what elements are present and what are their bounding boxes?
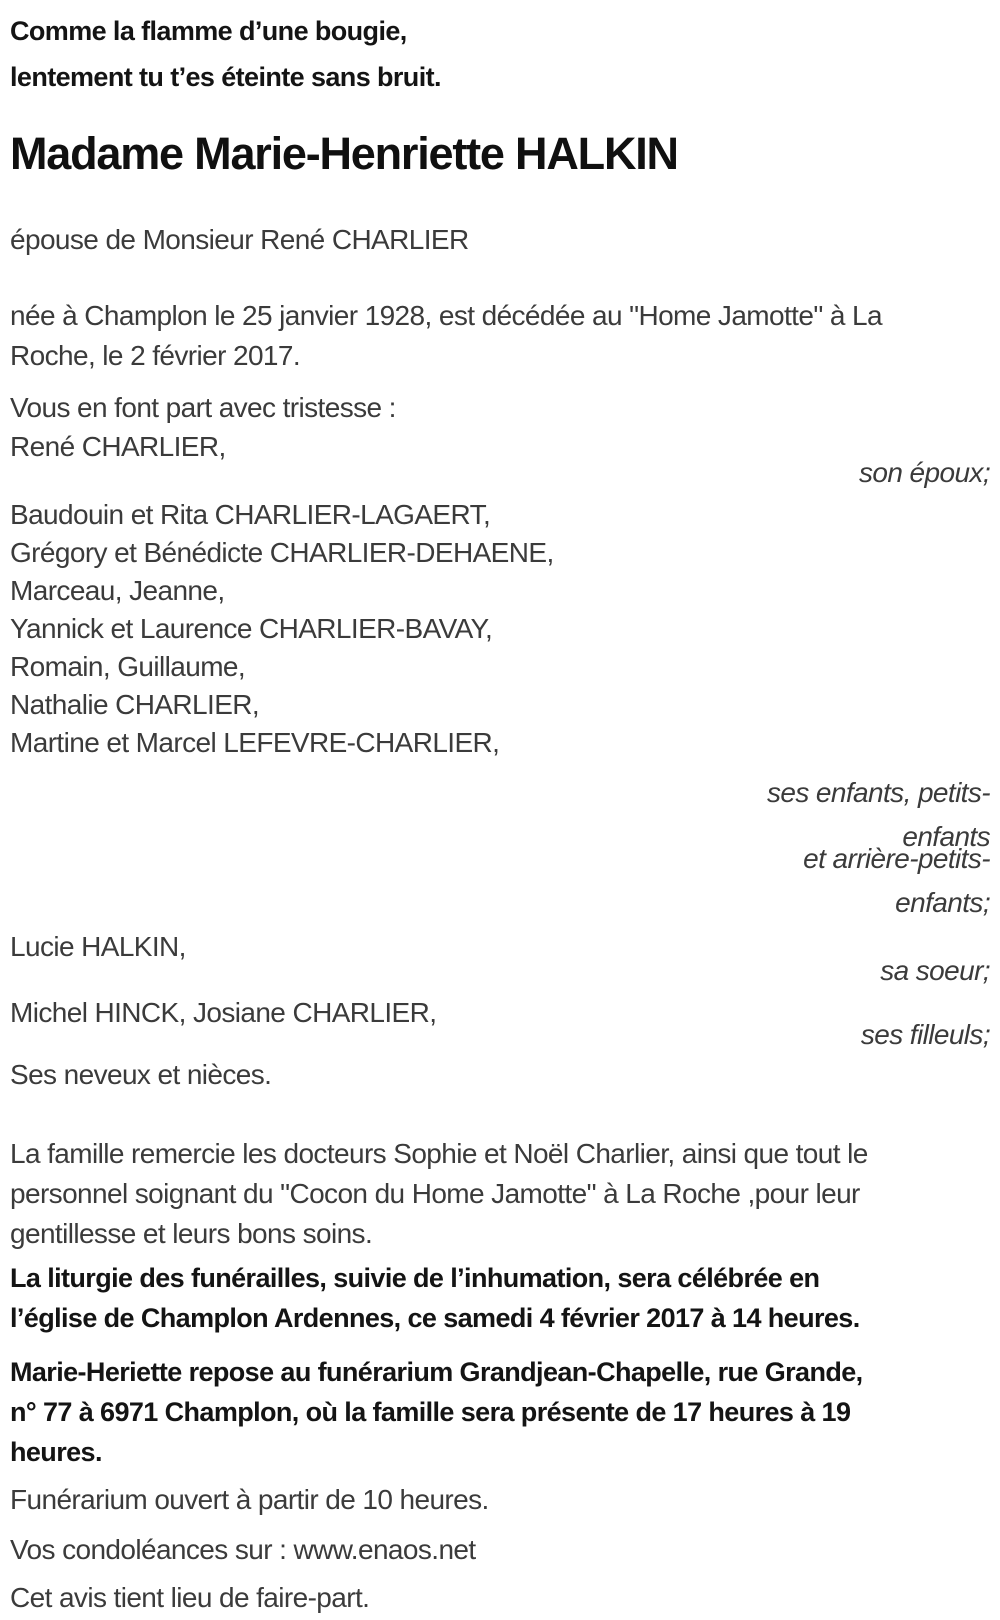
mourner-name-child-4: Yannick et Laurence CHARLIER-BAVAY,: [10, 613, 493, 644]
thanks-line-1: La famille remercie les docteurs Sophie et Noël Charlier, ainsi que tout le: [10, 1138, 868, 1169]
spouse-line: épouse de Monsieur René CHARLIER: [10, 224, 469, 255]
birth-death-line-1: née à Champlon le 25 janvier 1928, est décédée au "Home Jamotte" à La: [10, 300, 882, 331]
mourner-name-child-6: Nathalie CHARLIER,: [10, 689, 260, 720]
liturgy-line-1: La liturgie des funérailles, suivie de l’inhumation, sera célébrée en: [10, 1263, 820, 1293]
mourner-name-child-3: Marceau, Jeanne,: [10, 575, 225, 606]
mourner-name-child-7: Martine et Marcel LEFEVRE-CHARLIER,: [10, 727, 500, 758]
mourner-group-children: [10, 496, 990, 918]
liturgy-line-2: l’église de Champlon Ardennes, ce samedi 4 février 2017 à 14 heures.: [10, 1303, 860, 1333]
mourner-relation-children-line-1: ses enfants, petits-: [766, 777, 990, 808]
mourner-relation-children-line-3: et arrière-petits-: [803, 843, 990, 874]
announcement-intro: Vous en font part avec tristesse :: [10, 392, 396, 423]
mourner-group-sister: [10, 928, 990, 986]
repose-line-2: n° 77 à 6971 Champlon, où la famille sera présente de 17 heures à 19: [10, 1397, 851, 1427]
mourner-relation-sister: sa soeur;: [880, 955, 990, 986]
mourner-name-sister: Lucie HALKIN,: [10, 931, 186, 962]
mourner-group-others: [10, 1056, 990, 1094]
mourner-name-others: Ses neveux et nièces.: [10, 1059, 272, 1090]
mourner-relation-godchildren: ses filleuls;: [860, 1019, 990, 1050]
mourner-relation-children-line-2: enfants: [902, 821, 990, 852]
mourner-name-child-2: Grégory et Bénédicte CHARLIER-DEHAENE,: [10, 537, 554, 568]
repose-paragraph: [10, 1352, 990, 1472]
repose-line-1: Marie-Heriette repose au funérarium Grandjean-Chapelle, rue Grande,: [10, 1357, 863, 1387]
thanks-paragraph: [10, 1134, 990, 1254]
funerarium-hours: Funérarium ouvert à partir de 10 heures.: [10, 1484, 489, 1515]
liturgy-paragraph: [10, 1258, 990, 1338]
mourner-relation-husband: son époux;: [859, 457, 990, 488]
mourner-group-husband: [10, 428, 990, 488]
condolences-line: Vos condoléances sur : www.enaos.net: [10, 1534, 476, 1565]
mourner-relation-children-line-4: enfants;: [895, 887, 990, 918]
mourner-group-godchildren: [10, 994, 990, 1050]
deceased-name-title: Madame Marie-Henriette HALKIN: [10, 128, 678, 179]
thanks-line-3: gentillesse et leurs bons soins.: [10, 1218, 373, 1249]
birth-death-line-2: Roche, le 2 février 2017.: [10, 340, 301, 371]
mourner-name-child-1: Baudouin et Rita CHARLIER-LAGAERT,: [10, 499, 491, 530]
birth-death-paragraph: [10, 296, 990, 376]
mourner-name-child-5: Romain, Guillaume,: [10, 651, 246, 682]
epitaph-line-1: Comme la flamme d’une bougie,: [10, 16, 407, 46]
legal-notice: Cet avis tient lieu de faire-part.: [10, 1582, 370, 1613]
thanks-line-2: personnel soignant du "Cocon du Home Jamotte" à La Roche ,pour leur: [10, 1178, 860, 1209]
repose-line-3: heures.: [10, 1437, 102, 1467]
epitaph-line-2: lentement tu t’es éteinte sans bruit.: [10, 62, 441, 92]
epitaph: [10, 8, 990, 100]
mourner-name-husband: René CHARLIER,: [10, 431, 226, 462]
mourner-name-godchildren: Michel HINCK, Josiane CHARLIER,: [10, 997, 437, 1028]
